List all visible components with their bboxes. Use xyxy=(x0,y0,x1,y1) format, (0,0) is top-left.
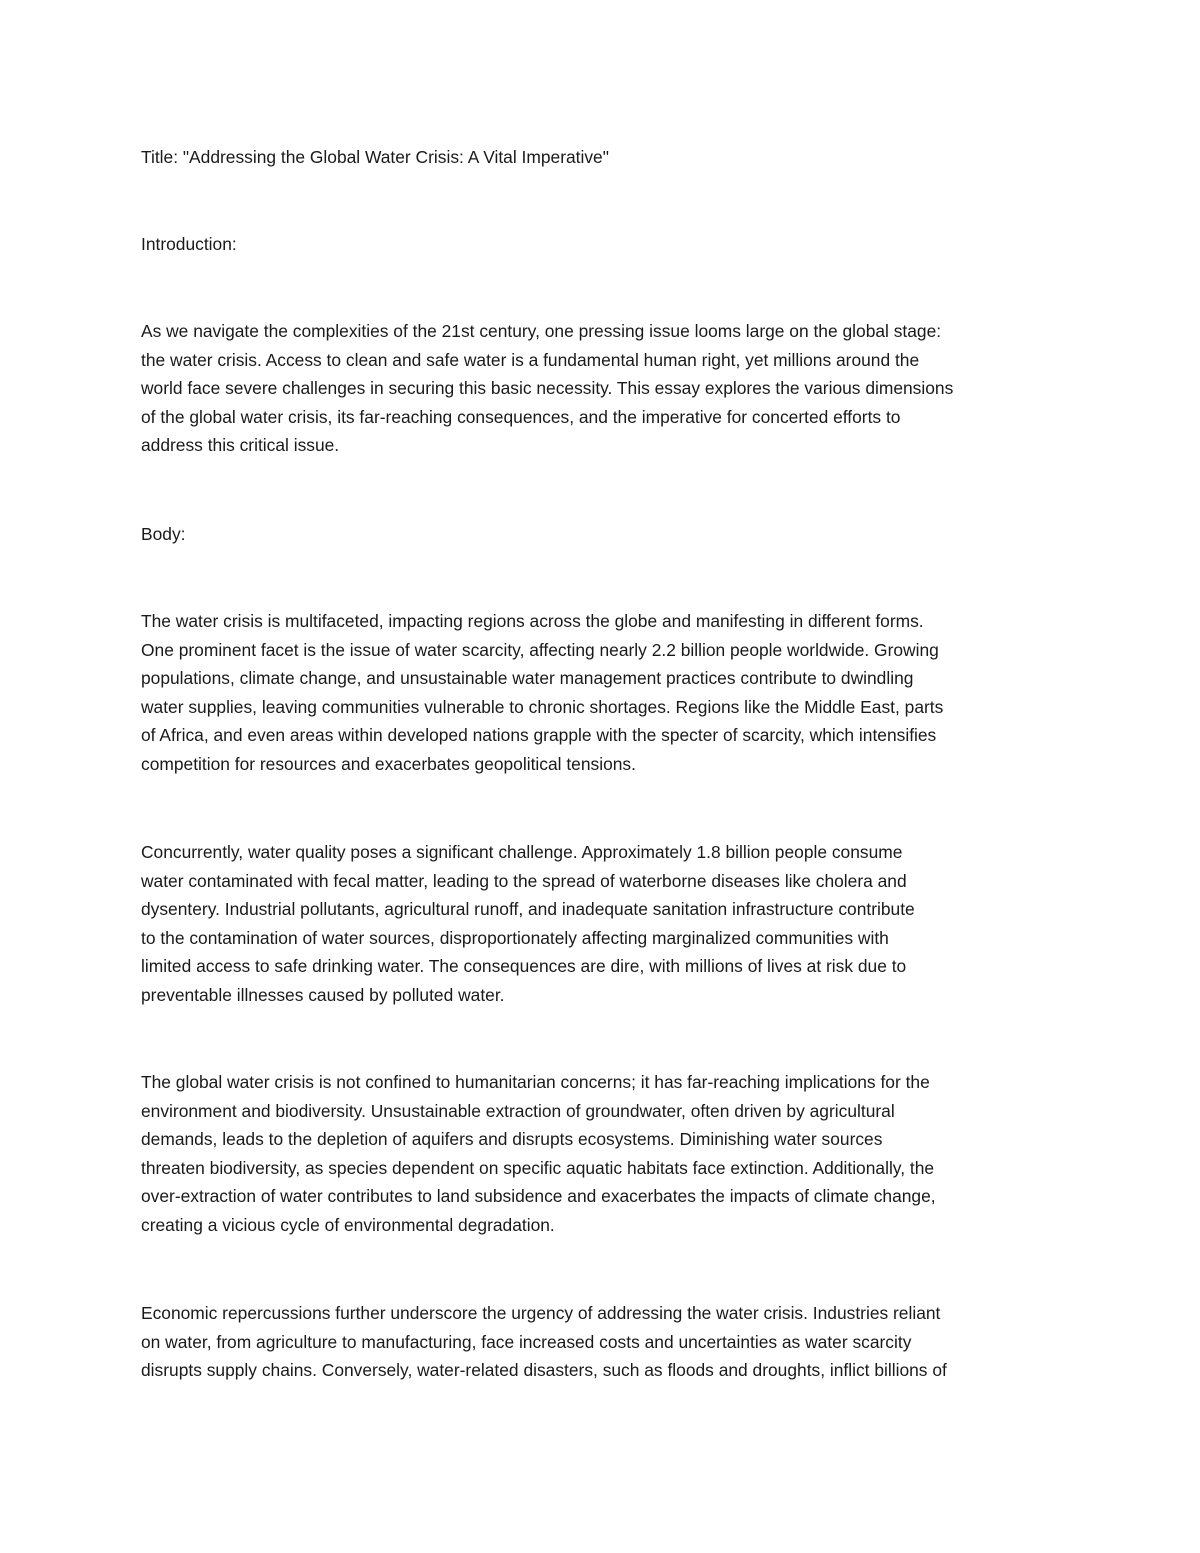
paragraph-line: of Africa, and even areas within developed nations grapple with the specter of scarcity, which intensifies xyxy=(141,725,937,746)
introduction-heading: Introduction: xyxy=(141,234,237,254)
paragraph-line: water contaminated with fecal matter, leading to the spread of waterborne diseases like cholera and xyxy=(141,870,907,891)
paragraph-line: Concurrently, water quality poses a significant challenge. Approximately 1.8 billion people consume xyxy=(141,842,903,862)
paragraph-line: address this critical issue. xyxy=(141,435,340,456)
introduction-paragraph xyxy=(141,317,1061,460)
paragraph-line: world face severe challenges in securing this basic necessity. This essay explores the various dimensions xyxy=(141,378,954,399)
paragraph-line: preventable illnesses caused by polluted water. xyxy=(141,984,505,1005)
paragraph-line: disrupts supply chains. Conversely, water-related disasters, such as floods and droughts, inflict billions of xyxy=(141,1360,947,1381)
paragraph-line: One prominent facet is the issue of water scarcity, affecting nearly 2.2 billion people worldwide. Growing xyxy=(141,639,939,660)
paragraph-line: water supplies, leaving communities vulnerable to chronic shortages. Regions like the Middle East, parts xyxy=(141,696,944,717)
document-title: Title: "Addressing the Global Water Crisis: A Vital Imperative" xyxy=(141,147,609,167)
paragraph-line: The water crisis is multifaceted, impacting regions across the globe and manifesting in different forms. xyxy=(141,611,924,631)
paragraph-line: populations, climate change, and unsustainable water management practices contribute to dwindling xyxy=(141,668,914,689)
paragraph-line: the water crisis. Access to clean and safe water is a fundamental human right, yet millions around the xyxy=(141,349,920,370)
paragraph-line: to the contamination of water sources, disproportionately affecting marginalized communities with xyxy=(141,927,889,948)
paragraph-line: competition for resources and exacerbates geopolitical tensions. xyxy=(141,753,636,774)
paragraph-line: on water, from agriculture to manufacturing, face increased costs and uncertainties as water scarcity xyxy=(141,1331,912,1352)
paragraph-line: demands, leads to the depletion of aquifers and disrupts ecosystems. Diminishing water sources xyxy=(141,1129,883,1150)
paragraph-line: limited access to safe drinking water. The consequences are dire, with millions of lives at risk due to xyxy=(141,956,907,977)
body-paragraph-4 xyxy=(141,1299,1061,1385)
body-heading: Body: xyxy=(141,524,186,544)
paragraph-line: environment and biodiversity. Unsustainable extraction of groundwater, often driven by agricultural xyxy=(141,1100,895,1121)
paragraph-line: The global water crisis is not confined to humanitarian concerns; it has far-reaching implications for the xyxy=(141,1072,930,1092)
paragraph-line: threaten biodiversity, as species dependent on specific aquatic habitats face extinction. Additionally, the xyxy=(141,1157,935,1178)
paragraph-line: over-extraction of water contributes to land subsidence and exacerbates the impacts of climate change, xyxy=(141,1186,936,1207)
paragraph-line: dysentery. Industrial pollutants, agricultural runoff, and inadequate sanitation infrastructure contribute xyxy=(141,899,915,920)
paragraph-line: Economic repercussions further underscore the urgency of addressing the water crisis. Industries reliant xyxy=(141,1303,941,1323)
body-paragraph-1 xyxy=(141,607,1061,779)
body-paragraph-3 xyxy=(141,1068,1061,1240)
paragraph-line: As we navigate the complexities of the 21st century, one pressing issue looms large on the global stage: xyxy=(141,321,942,341)
paragraph-line: of the global water crisis, its far-reaching consequences, and the imperative for concerted efforts to xyxy=(141,406,901,427)
body-paragraph-2 xyxy=(141,838,1061,1010)
paragraph-line: creating a vicious cycle of environmental degradation. xyxy=(141,1214,555,1235)
